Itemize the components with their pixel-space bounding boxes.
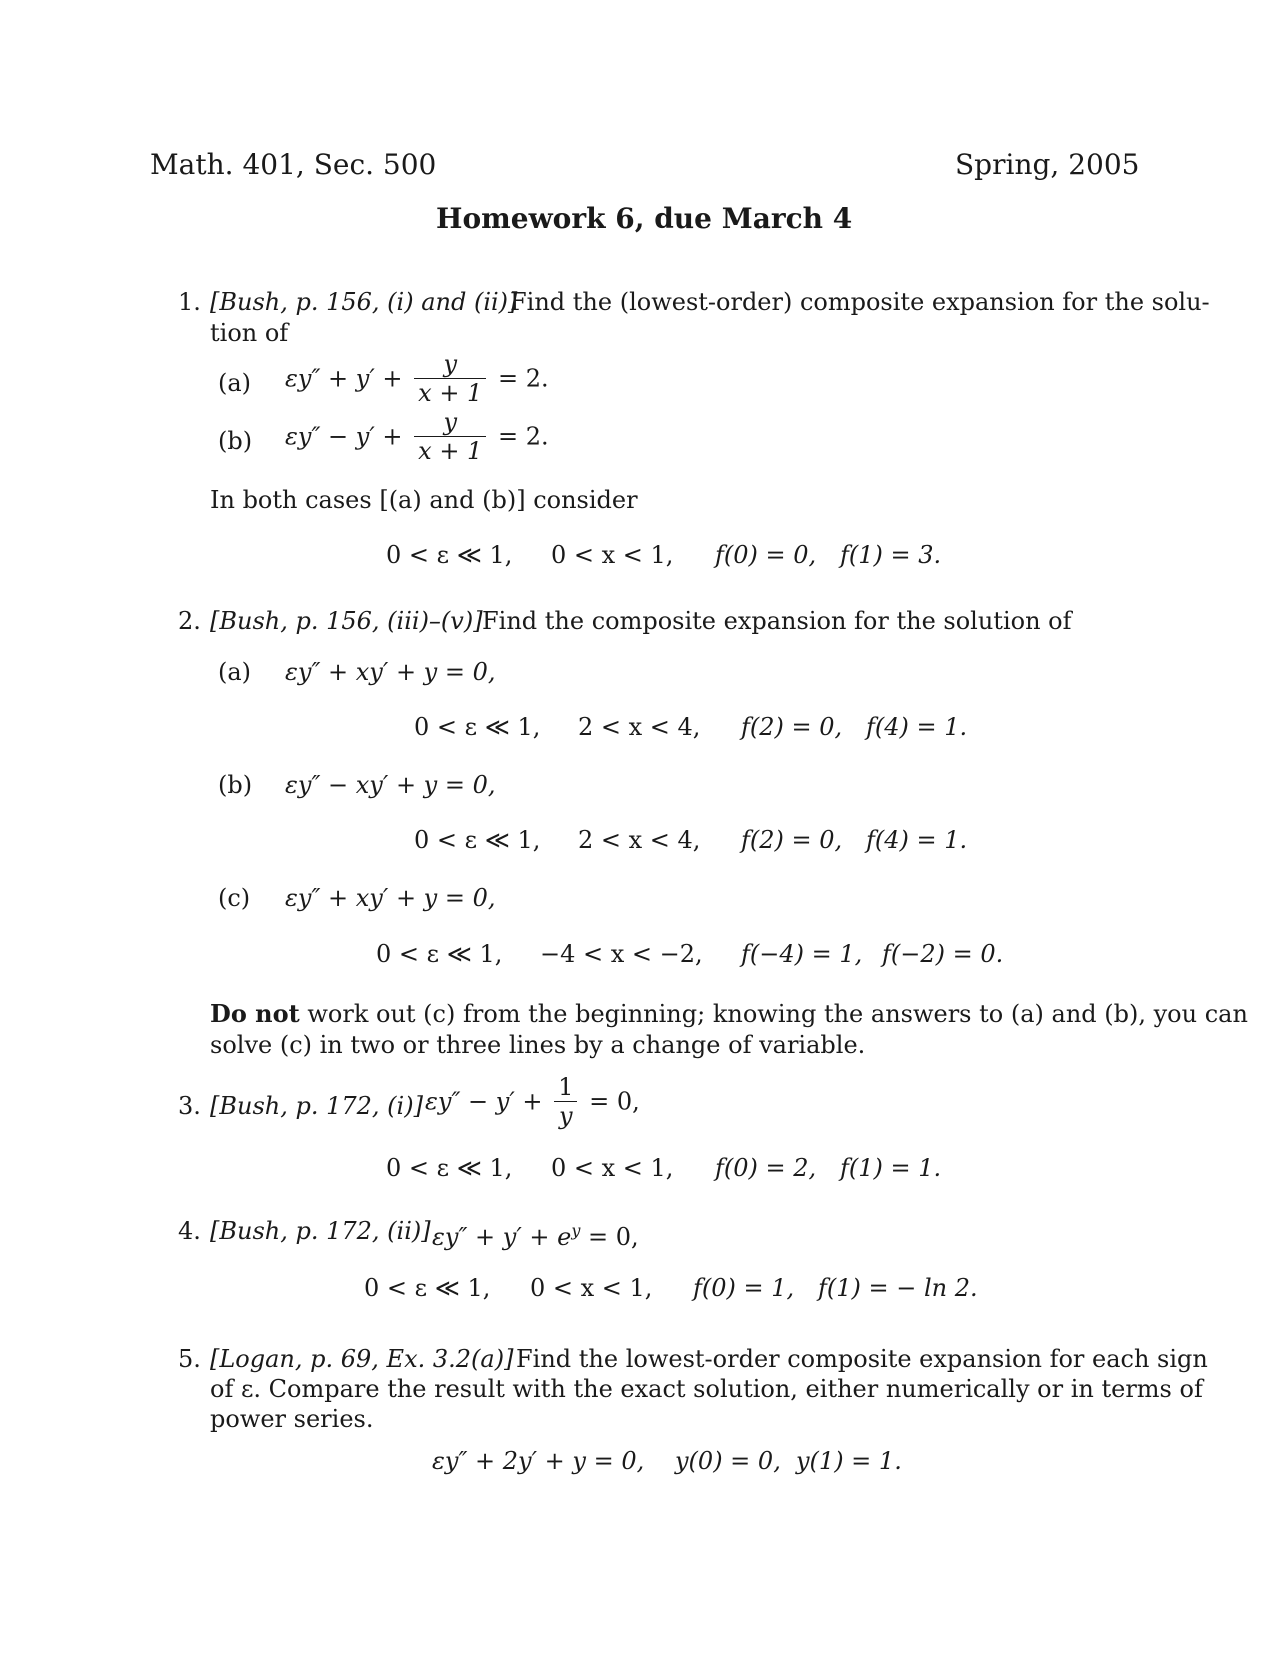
problem-3-equation — [425, 1073, 640, 1130]
problem-4-condition-eps: 0 < ε ≪ 1, — [364, 1274, 491, 1302]
problem-4-number: 4. — [178, 1217, 201, 1245]
problem-5-reference: [Logan, p. 69, Ex. 3.2(a)] — [210, 1345, 514, 1373]
problem-1-condition-x: 0 < x < 1, — [551, 541, 674, 569]
problem-2c-condition-fm4: f(−4) = 1, — [741, 940, 863, 968]
problem-2b-equation: εy″ − xy′ + y = 0, — [285, 771, 496, 799]
problem-1b-lhs: εy″ − y′ + — [285, 422, 403, 451]
problem-1b-label: (b) — [218, 427, 253, 455]
problem-1a-fraction — [414, 350, 486, 407]
problem-1-text-line1: Find the (lowest-order) composite expansion for the solu- — [510, 288, 1210, 316]
problem-1a-denominator: x + 1 — [414, 378, 486, 407]
problem-5-number: 5. — [178, 1345, 201, 1373]
problem-1-condition-f1: f(1) = 3. — [840, 541, 942, 569]
problem-1b-equation — [285, 408, 549, 465]
problem-2c-condition-fm2: f(−2) = 0. — [882, 940, 1004, 968]
problem-1a-numerator: y — [443, 350, 458, 378]
problem-2b-condition-x: 2 < x < 4, — [578, 826, 701, 854]
problem-2c-condition-x: −4 < x < −2, — [540, 940, 703, 968]
problem-1a-rhs: = 2. — [497, 364, 549, 393]
problem-3-condition-x: 0 < x < 1, — [551, 1154, 674, 1182]
problem-1b-numerator: y — [443, 408, 458, 436]
problem-2b-label: (b) — [218, 771, 253, 799]
problem-2b-condition-f4: f(4) = 1. — [866, 826, 968, 854]
problem-2a-condition-eps: 0 < ε ≪ 1, — [414, 713, 541, 741]
problem-2a-condition-f2: f(2) = 0, — [741, 713, 843, 741]
problem-4-condition-x: 0 < x < 1, — [530, 1274, 653, 1302]
problem-1-text-line2: tion of — [210, 319, 289, 347]
course-label: Math. 401, Sec. 500 — [150, 148, 437, 181]
problem-2-note-bold: Do not — [210, 999, 300, 1028]
problem-1-both-cases: In both cases [(a) and (b)] consider — [210, 486, 638, 514]
problem-3-fraction — [554, 1073, 577, 1130]
problem-2-number: 2. — [178, 607, 201, 635]
term-label: Spring, 2005 — [955, 148, 1140, 181]
problem-1-number: 1. — [178, 288, 201, 316]
problem-1b-denominator: x + 1 — [414, 436, 486, 465]
problem-3-number: 3. — [178, 1092, 201, 1120]
problem-2b-condition-eps: 0 < ε ≪ 1, — [414, 826, 541, 854]
problem-3-numerator: 1 — [558, 1073, 574, 1101]
problem-1b-rhs: = 2. — [497, 422, 549, 451]
problem-1-condition-eps: 0 < ε ≪ 1, — [386, 541, 513, 569]
problem-2a-condition-x: 2 < x < 4, — [578, 713, 701, 741]
problem-4-reference: [Bush, p. 172, (ii)] — [210, 1217, 431, 1245]
problem-2a-condition-f4: f(4) = 1. — [866, 713, 968, 741]
page-title: Homework 6, due March 4 — [436, 202, 853, 235]
problem-5-condition-y1: y(1) = 1. — [796, 1447, 902, 1475]
problem-2a-label: (a) — [218, 658, 252, 686]
problem-5-text-line1: Find the lowest-order composite expansion for each sign — [516, 1345, 1208, 1373]
problem-3-lhs: εy″ − y′ + — [425, 1087, 543, 1116]
problem-5-equation: εy″ + 2y′ + y = 0, — [432, 1447, 645, 1475]
problem-3-condition-eps: 0 < ε ≪ 1, — [386, 1154, 513, 1182]
problem-5-text-line2: of ε. Compare the result with the exact solution, either numerically or in terms of — [210, 1375, 1203, 1403]
problem-2-note-text: work out (c) from the beginning; knowing the answers to (a) and (b), you can — [307, 1000, 1248, 1028]
problem-3-condition-f0: f(0) = 2, — [715, 1154, 817, 1182]
problem-3-condition-f1: f(1) = 1. — [840, 1154, 942, 1182]
problem-1b-fraction — [414, 408, 486, 465]
problem-1a-equation — [285, 350, 549, 407]
problem-1-condition-f0: f(0) = 0, — [715, 541, 817, 569]
problem-5-text-line3: power series. — [210, 1405, 374, 1433]
problem-1a-lhs: εy″ + y′ + — [285, 364, 403, 393]
problem-2c-label: (c) — [218, 884, 251, 912]
problem-4-eq-main: εy″ + y′ + e — [432, 1223, 572, 1251]
problem-3-reference: [Bush, p. 172, (i)] — [210, 1092, 423, 1120]
problem-3-denominator: y — [554, 1101, 577, 1130]
problem-2-note-line1 — [210, 999, 1248, 1029]
problem-4-condition-f0: f(0) = 1, — [693, 1274, 795, 1302]
problem-4-condition-f1: f(1) = − ln 2. — [818, 1274, 978, 1302]
problem-2-reference: [Bush, p. 156, (iii)–(v)] — [210, 607, 483, 635]
problem-2-note-line2: solve (c) in two or three lines by a change of variable. — [210, 1031, 866, 1059]
problem-4-eq-end: = 0, — [580, 1223, 639, 1251]
problem-2c-equation: εy″ + xy′ + y = 0, — [285, 884, 496, 912]
problem-1-reference: [Bush, p. 156, (i) and (ii)] — [210, 288, 518, 316]
problem-2a-equation: εy″ + xy′ + y = 0, — [285, 658, 496, 686]
problem-5-condition-y0: y(0) = 0, — [675, 1447, 781, 1475]
problem-2-text: Find the composite expansion for the solution of — [482, 607, 1072, 635]
problem-1a-label: (a) — [218, 369, 252, 397]
problem-2b-condition-f2: f(2) = 0, — [741, 826, 843, 854]
problem-3-rhs: = 0, — [589, 1087, 640, 1116]
problem-4-exponent: y — [571, 1221, 581, 1240]
problem-2c-condition-eps: 0 < ε ≪ 1, — [376, 940, 503, 968]
problem-4-equation — [432, 1216, 639, 1252]
